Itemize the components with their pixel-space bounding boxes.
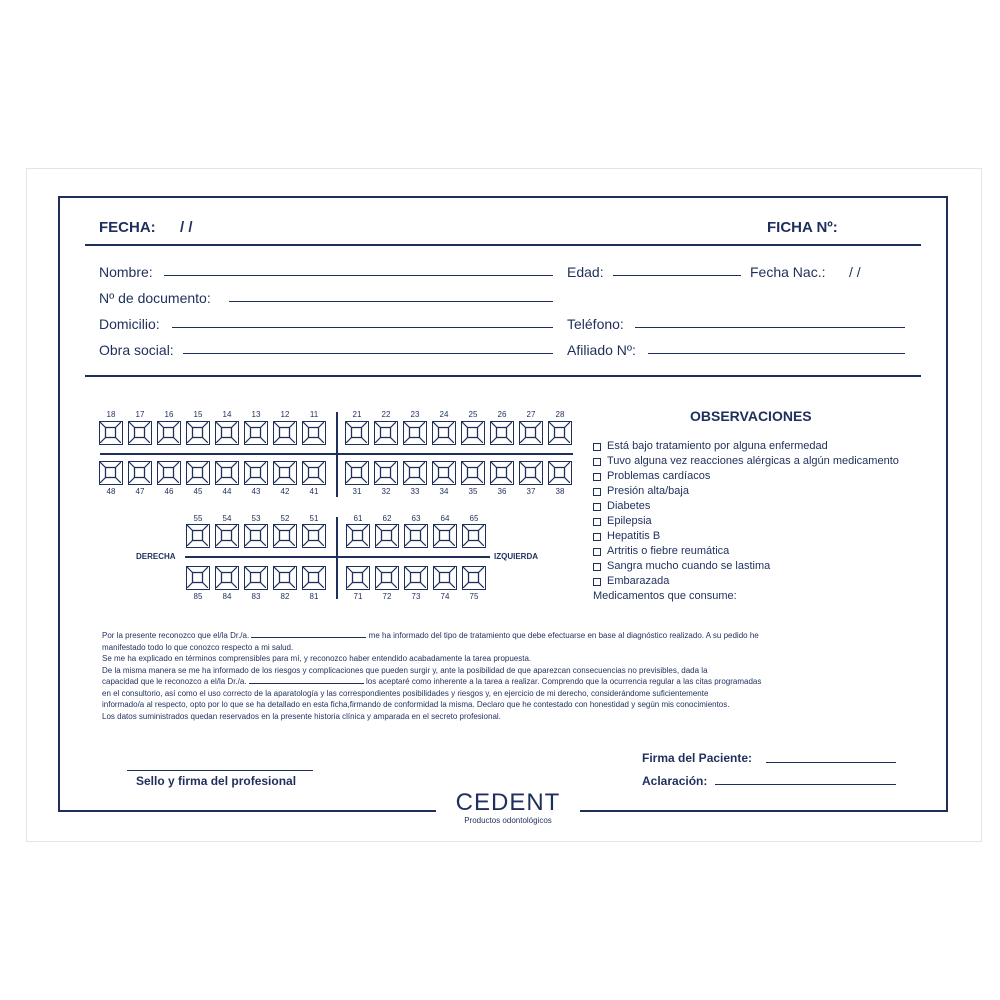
tooth-53[interactable] [244, 524, 268, 548]
tooth-number: 14 [222, 410, 232, 419]
tooth-surfaces-icon [100, 462, 121, 483]
tooth-27[interactable] [519, 421, 543, 445]
consent-line: informado/a al respecto, opto por lo que se ha detallado en esta ficha,firmando de conformidad la misma. Declaro que he contestado con honestidad y según mis conocimientos. [102, 700, 730, 709]
nombre-label: Nombre: [99, 264, 153, 280]
tooth-row [346, 524, 486, 548]
telefono-label: Teléfono: [567, 316, 624, 332]
tooth-surfaces-icon [245, 567, 266, 588]
tooth-number: 21 [352, 410, 362, 419]
brand-tagline: Productos odontológicos [464, 816, 552, 825]
tooth-surfaces-icon [245, 525, 266, 546]
observacion-item [593, 484, 899, 499]
tooth-85[interactable] [186, 566, 210, 590]
sello-label: Sello y firma del profesional [136, 774, 297, 788]
tooth-row [346, 566, 486, 590]
tooth-surfaces-icon [274, 462, 295, 483]
tooth-number: 16 [164, 410, 174, 419]
tooth-surfaces-icon [520, 422, 541, 443]
observacion-item [593, 574, 899, 589]
tooth-surfaces-icon [303, 567, 324, 588]
tooth-number: 33 [410, 487, 420, 496]
tooth-number: 27 [526, 410, 536, 419]
observacion-label: Tuvo alguna vez reacciones alérgicas a algún medicamento [607, 455, 899, 467]
telefono-field[interactable] [635, 327, 905, 328]
tooth-surfaces-icon [245, 422, 266, 443]
observacion-label: Problemas cardíacos [607, 470, 711, 482]
tooth-13[interactable] [244, 421, 268, 445]
tooth-number: 37 [526, 487, 536, 496]
tooth-surfaces-icon [129, 462, 150, 483]
sello-line[interactable] [127, 770, 313, 771]
domicilio-field[interactable] [172, 327, 553, 328]
tooth-surfaces-icon [187, 462, 208, 483]
tooth-surfaces-icon [375, 422, 396, 443]
tooth-surfaces-icon [404, 422, 425, 443]
tooth-number: 75 [469, 592, 479, 601]
tooth-number: 64 [440, 514, 450, 523]
tooth-surfaces-icon [347, 525, 368, 546]
tooth-71[interactable] [346, 566, 370, 590]
afiliado-label: Afiliado Nº: [567, 342, 636, 358]
consent-line: Los datos suministrados quedan reservados en la presente historia clínica y amparada en el secreto profesional. [102, 711, 501, 721]
tooth-44[interactable] [215, 461, 239, 485]
observacion-label: Artritis o fiebre reumática [607, 545, 730, 557]
tooth-35[interactable] [461, 461, 485, 485]
tooth-number: 73 [411, 592, 421, 601]
tooth-83[interactable] [244, 566, 268, 590]
tooth-33[interactable] [403, 461, 427, 485]
tooth-number: 11 [309, 410, 319, 419]
tooth-number: 74 [440, 592, 450, 601]
tooth-number: 22 [381, 410, 391, 419]
tooth-73[interactable] [404, 566, 428, 590]
tooth-surfaces-icon [129, 422, 150, 443]
consent-line: De la misma manera se me ha informado de los riesgos y complicaciones que pueden surgir y, ante la posibilidad de que aparezcan consecuencias no previsibles, dada la [102, 665, 708, 675]
midline-horizontal-adult [100, 453, 573, 455]
tooth-16[interactable] [157, 421, 181, 445]
tooth-24[interactable] [432, 421, 456, 445]
tooth-surfaces-icon [463, 567, 484, 588]
tooth-21[interactable] [345, 421, 369, 445]
tooth-number: 41 [309, 487, 319, 496]
fecha-label: FECHA: [99, 219, 156, 236]
tooth-65[interactable] [462, 524, 486, 548]
tooth-surfaces-icon [434, 567, 455, 588]
consent-line: Por la presente reconozco que el/la Dr./a. [102, 631, 250, 640]
checkbox[interactable] [593, 488, 601, 496]
tooth-surfaces-icon [216, 462, 237, 483]
observacion-label: Diabetes [607, 500, 651, 512]
tooth-number-row [346, 514, 486, 523]
tooth-surfaces-icon [405, 525, 426, 546]
tooth-37[interactable] [519, 461, 543, 485]
tooth-surfaces-icon [434, 525, 455, 546]
tooth-63[interactable] [404, 524, 428, 548]
tooth-row [345, 461, 572, 485]
tooth-number: 61 [353, 514, 363, 523]
tooth-25[interactable] [461, 421, 485, 445]
tooth-surfaces-icon [274, 567, 295, 588]
tooth-46[interactable] [157, 461, 181, 485]
doctor-name-field[interactable] [251, 630, 366, 638]
observacion-label: Hepatitis B [607, 530, 661, 542]
fecha-separators: / / [180, 219, 193, 236]
tooth-surfaces-icon [404, 462, 425, 483]
tooth-26[interactable] [490, 421, 514, 445]
tooth-number: 43 [251, 487, 261, 496]
checkbox[interactable] [593, 533, 601, 541]
tooth-surfaces-icon [158, 422, 179, 443]
edad-label: Edad: [567, 264, 604, 280]
tooth-surfaces-icon [158, 462, 179, 483]
tooth-surfaces-icon [187, 525, 208, 546]
consent-line: los aceptaré como inherente a la tarea a realizar. Comprendo que la ocurrencia regular a las citas programadas [366, 677, 762, 686]
observacion-item [593, 514, 899, 529]
derecha-label: DERECHA [136, 552, 176, 561]
tooth-number-row [345, 410, 572, 419]
tooth-72[interactable] [375, 566, 399, 590]
tooth-row [186, 524, 326, 548]
observacion-label: Epilepsia [607, 515, 652, 527]
documento-label: Nº de documento: [99, 290, 211, 306]
tooth-number: 84 [222, 592, 232, 601]
tooth-row [99, 461, 326, 485]
obra-social-label: Obra social: [99, 342, 174, 358]
tooth-number: 54 [222, 514, 232, 523]
tooth-number-row [99, 487, 326, 496]
aclaracion-label: Aclaración: [642, 774, 708, 788]
checkbox[interactable] [593, 518, 601, 526]
tooth-number: 72 [382, 592, 392, 601]
tooth-52[interactable] [273, 524, 297, 548]
tooth-number: 51 [309, 514, 319, 523]
tooth-surfaces-icon [463, 525, 484, 546]
tooth-surfaces-icon [346, 462, 367, 483]
tooth-number: 23 [410, 410, 420, 419]
fecha-nac-label: Fecha Nac.: [750, 264, 826, 280]
tooth-42[interactable] [273, 461, 297, 485]
observacion-item [593, 559, 899, 574]
tooth-number: 31 [352, 487, 362, 496]
tooth-surfaces-icon [376, 567, 397, 588]
tooth-surfaces-icon [462, 422, 483, 443]
observaciones-list [593, 439, 899, 589]
observacion-label: Sangra mucho cuando se lastima [607, 560, 771, 572]
tooth-number: 42 [280, 487, 290, 496]
tooth-number: 63 [411, 514, 421, 523]
aclaracion-field[interactable] [715, 784, 896, 785]
tooth-surfaces-icon [216, 525, 237, 546]
observacion-item [593, 439, 899, 454]
tooth-number: 12 [280, 410, 290, 419]
midline-vertical-child [336, 517, 338, 599]
tooth-number: 65 [469, 514, 479, 523]
tooth-surfaces-icon [491, 422, 512, 443]
doctor-name-field-2[interactable] [249, 676, 364, 684]
tooth-31[interactable] [345, 461, 369, 485]
tooth-number: 46 [164, 487, 174, 496]
tooth-number: 17 [135, 410, 145, 419]
tooth-number: 62 [382, 514, 392, 523]
firma-paciente-label: Firma del Paciente: [642, 751, 753, 765]
tooth-74[interactable] [433, 566, 457, 590]
tooth-number: 15 [193, 410, 203, 419]
observacion-item [593, 499, 899, 514]
tooth-number: 35 [468, 487, 478, 496]
tooth-61[interactable] [346, 524, 370, 548]
tooth-number: 34 [439, 487, 449, 496]
midline-horizontal-child [185, 556, 490, 558]
tooth-number: 25 [468, 410, 478, 419]
tooth-23[interactable] [403, 421, 427, 445]
tooth-surfaces-icon [274, 525, 295, 546]
tooth-43[interactable] [244, 461, 268, 485]
observacion-item [593, 544, 899, 559]
tooth-number: 24 [439, 410, 449, 419]
tooth-number: 18 [106, 410, 116, 419]
tooth-number-row [186, 514, 326, 523]
checkbox[interactable] [593, 473, 601, 481]
checkbox[interactable] [593, 458, 601, 466]
tooth-number: 55 [193, 514, 203, 523]
consent-text [102, 630, 902, 722]
fecha-nac-separators: / / [849, 264, 861, 280]
izquierda-label: IZQUIERDA [494, 552, 538, 561]
tooth-surfaces-icon [303, 422, 324, 443]
tooth-number: 47 [135, 487, 145, 496]
tooth-surfaces-icon [549, 462, 570, 483]
tooth-38[interactable] [548, 461, 572, 485]
tooth-surfaces-icon [433, 462, 454, 483]
observaciones-title: OBSERVACIONES [690, 408, 812, 424]
tooth-number: 71 [353, 592, 363, 601]
checkbox[interactable] [593, 563, 601, 571]
patient-divider [85, 375, 921, 377]
checkbox[interactable] [593, 548, 601, 556]
ficha-label: FICHA Nº: [767, 219, 838, 236]
header-divider [85, 244, 921, 246]
tooth-51[interactable] [302, 524, 326, 548]
tooth-surfaces-icon [187, 567, 208, 588]
tooth-number: 13 [251, 410, 261, 419]
firma-paciente-field[interactable] [766, 762, 896, 763]
tooth-surfaces-icon [462, 462, 483, 483]
tooth-number: 26 [497, 410, 507, 419]
tooth-surfaces-icon [216, 422, 237, 443]
tooth-34[interactable] [432, 461, 456, 485]
tooth-number: 44 [222, 487, 232, 496]
tooth-surfaces-icon [245, 462, 266, 483]
tooth-row [186, 566, 326, 590]
observacion-label: Está bajo tratamiento por alguna enfermedad [607, 440, 828, 452]
tooth-number: 81 [309, 592, 319, 601]
tooth-45[interactable] [186, 461, 210, 485]
tooth-11[interactable] [302, 421, 326, 445]
tooth-47[interactable] [128, 461, 152, 485]
consent-line: en el consultorio, así como el uso correcto de la aparatología y las correspondientes posibilidades y riesgos y, en ejercicio de mi derecho, considerándome suficientemente [102, 688, 709, 698]
tooth-75[interactable] [462, 566, 486, 590]
edad-field[interactable] [613, 275, 741, 276]
tooth-number: 45 [193, 487, 203, 496]
observacion-item [593, 454, 899, 469]
consent-line: me ha informado del tipo de tratamiento que debe efectuarse en base al diagnóstico realizado. A su pedido he [368, 631, 759, 640]
afiliado-field[interactable] [648, 353, 905, 354]
tooth-number: 83 [251, 592, 261, 601]
brand-logo [436, 790, 580, 830]
tooth-number-row [345, 487, 572, 496]
tooth-55[interactable] [186, 524, 210, 548]
tooth-62[interactable] [375, 524, 399, 548]
tooth-number: 36 [497, 487, 507, 496]
observacion-item [593, 529, 899, 544]
tooth-82[interactable] [273, 566, 297, 590]
tooth-number: 32 [381, 487, 391, 496]
nombre-field[interactable] [164, 275, 553, 276]
tooth-number: 28 [555, 410, 565, 419]
observacion-item [593, 469, 899, 484]
checkbox[interactable] [593, 443, 601, 451]
tooth-surfaces-icon [433, 422, 454, 443]
tooth-number: 82 [280, 592, 290, 601]
tooth-surfaces-icon [405, 567, 426, 588]
tooth-28[interactable] [548, 421, 572, 445]
tooth-number-row [186, 592, 326, 601]
medicamentos-label: Medicamentos que consume: [593, 590, 737, 602]
tooth-number-row [346, 592, 486, 601]
consent-line: capacidad que le reconozco a el/la Dr./a. [102, 677, 247, 686]
tooth-36[interactable] [490, 461, 514, 485]
tooth-surfaces-icon [187, 422, 208, 443]
tooth-48[interactable] [99, 461, 123, 485]
tooth-number-row [99, 410, 326, 419]
tooth-surfaces-icon [100, 422, 121, 443]
tooth-surfaces-icon [347, 567, 368, 588]
tooth-18[interactable] [99, 421, 123, 445]
tooth-surfaces-icon [375, 462, 396, 483]
tooth-81[interactable] [302, 566, 326, 590]
tooth-number: 85 [193, 592, 203, 601]
domicilio-label: Domicilio: [99, 316, 160, 332]
tooth-32[interactable] [374, 461, 398, 485]
tooth-64[interactable] [433, 524, 457, 548]
consent-line: manifestado todo lo que conozco respecto a mi salud. [102, 642, 294, 652]
tooth-14[interactable] [215, 421, 239, 445]
tooth-15[interactable] [186, 421, 210, 445]
brand-name: CEDENT [455, 789, 561, 816]
tooth-number: 48 [106, 487, 116, 496]
tooth-41[interactable] [302, 461, 326, 485]
observacion-label: Presión alta/baja [607, 485, 689, 497]
obra-social-field[interactable] [183, 353, 553, 354]
tooth-row [345, 421, 572, 445]
consent-line: Se me ha explicado en términos comprensibles para mí, y reconozco haber entendido acabadamente la tarea propuesta. [102, 654, 532, 663]
checkbox[interactable] [593, 578, 601, 586]
observacion-label: Embarazada [607, 575, 670, 587]
tooth-number: 53 [251, 514, 261, 523]
documento-field[interactable] [229, 301, 553, 302]
tooth-number: 38 [555, 487, 565, 496]
tooth-54[interactable] [215, 524, 239, 548]
tooth-surfaces-icon [376, 525, 397, 546]
tooth-number: 52 [280, 514, 290, 523]
tooth-22[interactable] [374, 421, 398, 445]
tooth-surfaces-icon [274, 422, 295, 443]
tooth-surfaces-icon [346, 422, 367, 443]
tooth-17[interactable] [128, 421, 152, 445]
tooth-surfaces-icon [303, 462, 324, 483]
tooth-84[interactable] [215, 566, 239, 590]
tooth-surfaces-icon [216, 567, 237, 588]
tooth-row [99, 421, 326, 445]
tooth-12[interactable] [273, 421, 297, 445]
tooth-surfaces-icon [549, 422, 570, 443]
tooth-surfaces-icon [491, 462, 512, 483]
tooth-surfaces-icon [520, 462, 541, 483]
checkbox[interactable] [593, 503, 601, 511]
tooth-surfaces-icon [303, 525, 324, 546]
